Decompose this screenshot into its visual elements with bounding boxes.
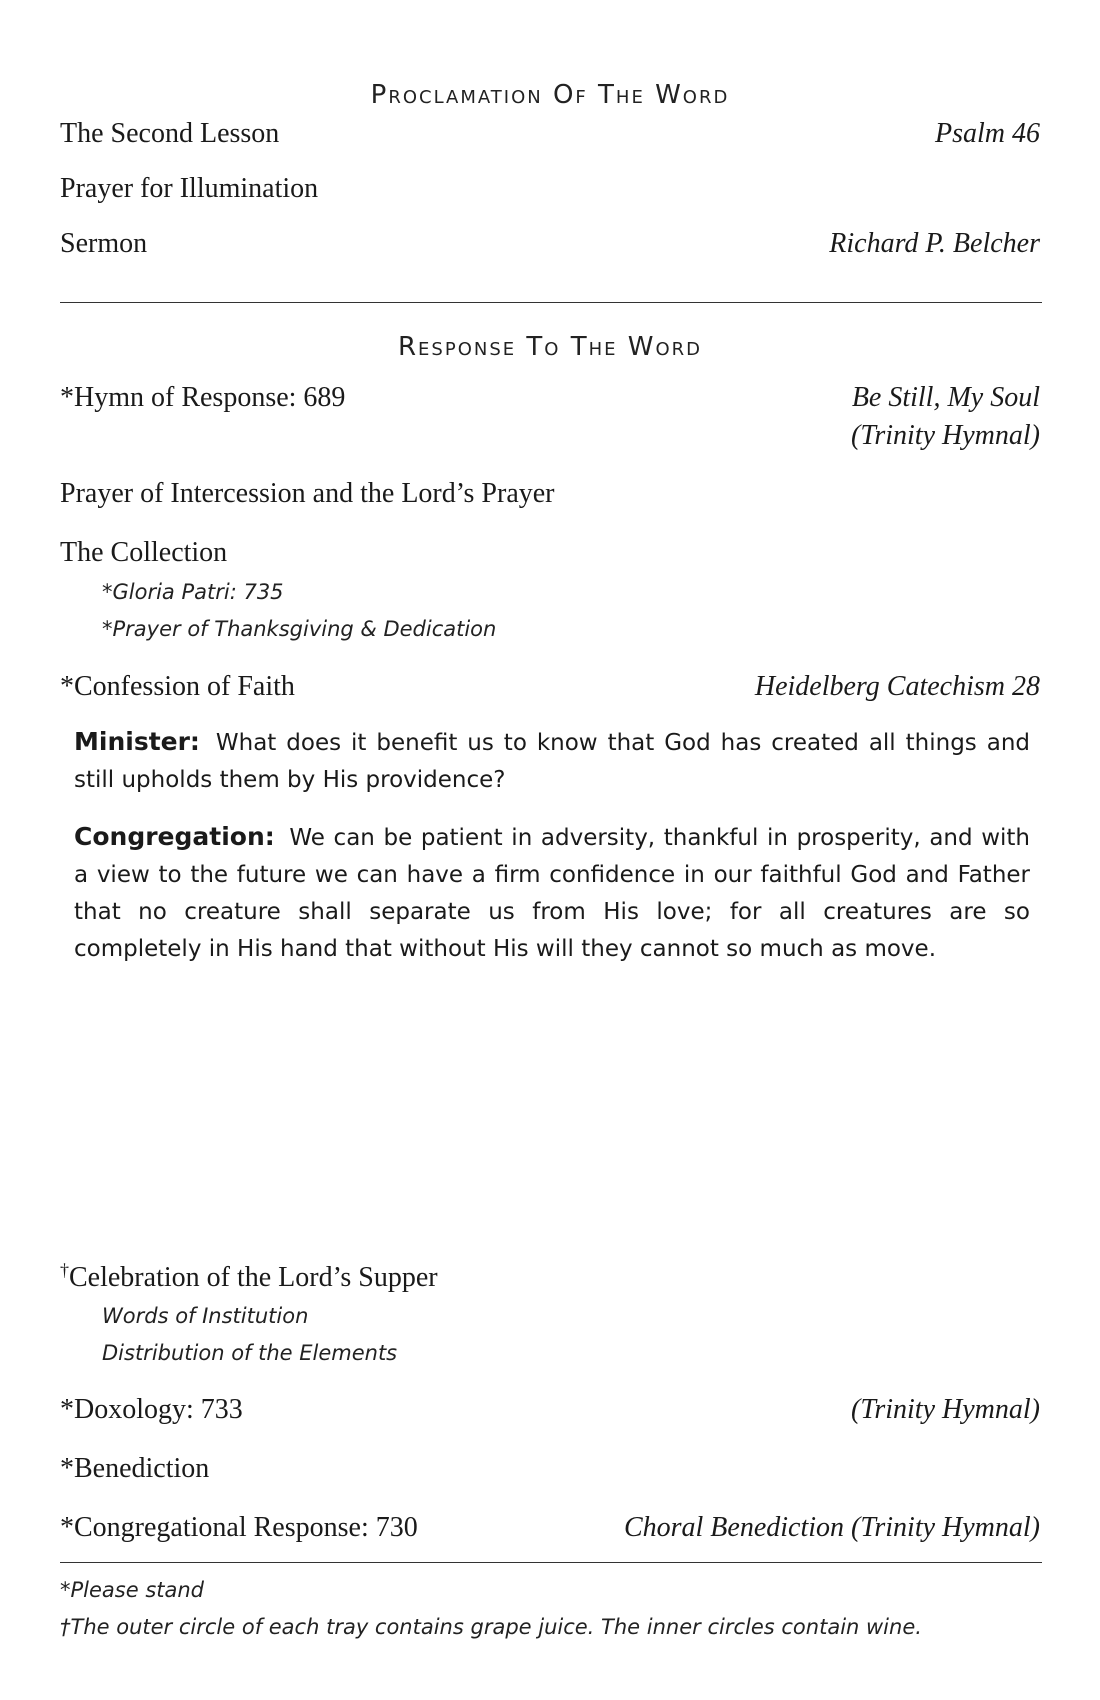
item-label: *Congregational Response: 730: [60, 1512, 418, 1543]
speaker-label: Minister:: [74, 727, 200, 756]
footer-divider: [60, 1562, 1042, 1563]
item-label: [60, 1260, 438, 1294]
section-heading-proclamation: Proclamation Of The Word: [370, 80, 730, 110]
service-item-doxology: [60, 1394, 1040, 1426]
service-item-lords-supper: [60, 1260, 1040, 1294]
item-label: The Second Lesson: [60, 118, 280, 149]
item-label: The Collection: [60, 537, 228, 568]
hymn-title: Be Still, My Soul: [851, 382, 1040, 413]
footnote-stand: *Please stand: [60, 1578, 205, 1602]
item-label: *Benediction: [60, 1453, 210, 1484]
responsive-text: What does it benefit us to know that God has created all things and still upholds them by His providence?: [74, 730, 1031, 793]
item-label: Sermon: [60, 228, 148, 259]
service-item-hymn-of-response: [60, 382, 1040, 414]
catechism-reference: Heidelberg Catechism 28: [754, 671, 1040, 702]
section-divider: [60, 302, 1042, 303]
response-title: Choral Benediction (Trinity Hymnal): [623, 1512, 1040, 1543]
speaker-label: Congregation:: [74, 822, 275, 851]
item-label-text: Celebration of the Lord’s Supper: [69, 1262, 438, 1293]
item-label: *Confession of Faith: [60, 671, 295, 702]
sub-item-thanksgiving: *Prayer of Thanksgiving & Dedication: [102, 617, 497, 641]
service-item-sermon: [60, 228, 1040, 260]
item-label: *Doxology: 733: [60, 1394, 243, 1425]
hymnal-source: (Trinity Hymnal): [851, 1394, 1040, 1425]
footnote-tray: †The outer circle of each tray contains grape juice. The inner circles contain wine.: [60, 1615, 922, 1639]
hymnal-source: (Trinity Hymnal): [851, 420, 1040, 451]
sub-item-distribution: Distribution of the Elements: [102, 1341, 398, 1365]
service-item-confession: [60, 671, 1040, 703]
service-item-second-lesson: [60, 118, 1040, 150]
dagger-mark: †: [60, 1260, 69, 1280]
item-label: Prayer of Intercession and the Lord’s Prayer: [60, 478, 555, 509]
service-item-prayer-illumination: [60, 173, 1040, 205]
service-item-intercession: [60, 478, 1040, 510]
item-detail: Psalm 46: [935, 118, 1040, 149]
minister-question: [74, 723, 1030, 799]
service-item-collection: [60, 537, 1040, 569]
congregation-answer: [74, 818, 1030, 968]
sub-item-words-institution: Words of Institution: [102, 1304, 309, 1328]
responsive-text: We can be patient in adversity, thankful in prosperity, and with a view to the future we can have a firm confidence in our faithful God and Father that no creature shall separate us from His love; for all creatures are so completely in His hand that without His will they cannot so much as move.: [74, 825, 1031, 962]
service-item-benediction: [60, 1453, 1040, 1485]
service-item-congregational-response: [60, 1512, 1040, 1544]
sub-item-gloria-patri: *Gloria Patri: 735: [102, 580, 284, 604]
item-label: *Hymn of Response: 689: [60, 382, 346, 413]
section-heading-response: Response To The Word: [397, 332, 703, 362]
preacher-name: Richard P. Belcher: [829, 228, 1040, 259]
item-label: Prayer for Illumination: [60, 173, 319, 204]
